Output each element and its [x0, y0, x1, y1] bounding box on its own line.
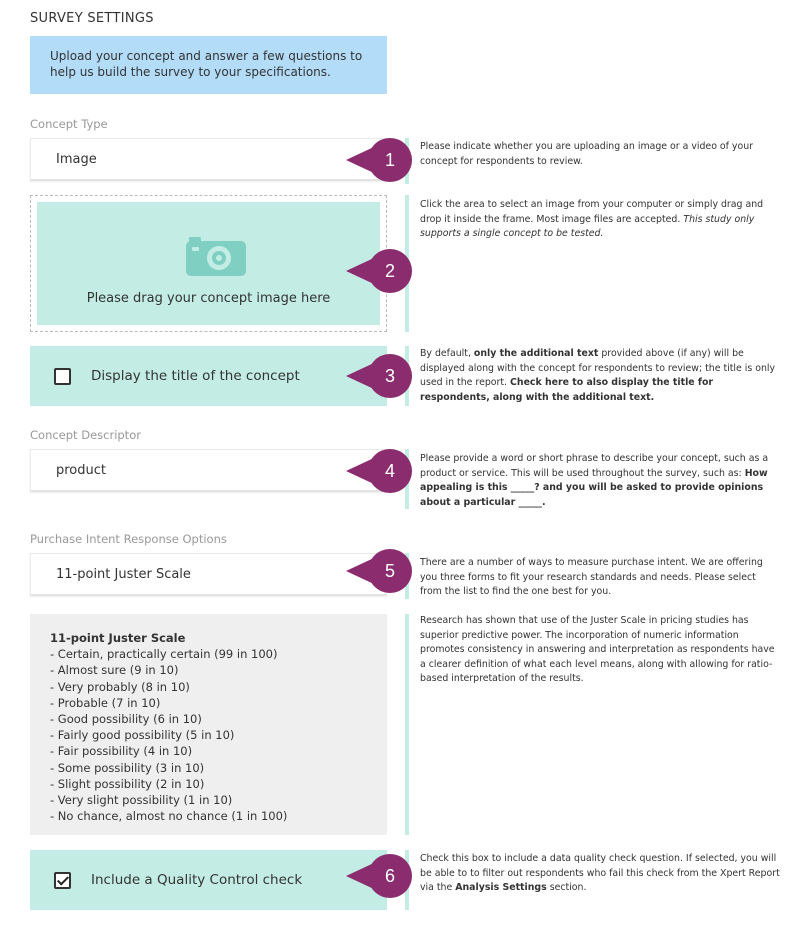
display-title-note-2: only the additional text [473, 348, 599, 359]
quality-control-checkbox[interactable] [54, 872, 71, 889]
juster-scale-description [30, 614, 387, 835]
concept-descriptor-value: product [56, 462, 107, 478]
scale-item: - Very slight possibility (1 in 10) [50, 793, 233, 808]
quality-control-note-3: section. [549, 882, 587, 893]
scale-item: - Some possibility (3 in 10) [50, 760, 205, 775]
scale-item: - Probable (7 in 10) [50, 695, 161, 710]
purchase-intent-select[interactable] [30, 553, 387, 596]
scale-item: - Slight possibility (2 in 10) [50, 776, 205, 791]
purchase-intent-value: 11-point Juster Scale [56, 566, 191, 582]
quality-control-note [420, 852, 780, 896]
quality-control-note-1: Check this box to include a data quality check question. If selected, you will be able to to filter out respondents who fail this check from the Xpert Report via the [420, 853, 780, 893]
divider-bar [405, 614, 409, 835]
dropzone-text: Please drag your concept image here [86, 291, 331, 306]
dropzone-area[interactable] [37, 202, 380, 325]
scale-item: - Good possibility (6 in 10) [50, 712, 202, 727]
concept-upload-dropzone[interactable] [30, 195, 387, 332]
callout-marker-3 [346, 354, 412, 398]
concept-type-value: Image [56, 151, 97, 167]
concept-descriptor-input[interactable] [30, 449, 387, 492]
display-title-note-3: provided above (if any) will be displayed along with the concept for respondents to review; the title is only used in the report. [420, 348, 776, 388]
intro-info-box: Upload your concept and answer a few questions to help us build the survey to your specifications. [30, 36, 387, 94]
callout-number: 5 [384, 561, 395, 581]
concept-type-note: Please indicate whether you are uploading an image or a video of your concept for respondents to review. [420, 141, 754, 167]
callout-number: 4 [384, 461, 395, 481]
concept-type-select[interactable] [30, 138, 387, 181]
callout-marker-6 [346, 854, 412, 898]
scale-note: Research has shown that use of the Juster Scale in pricing studies has superior predictive power. The incorporation of numeric information promotes consistency in answering and interpretation as respondents have a clearer definition of what each level means, along with allowing for ratio-based interpretation of the results. [420, 615, 775, 684]
callout-number: 2 [384, 261, 395, 281]
display-title-note-1: By default, [420, 348, 471, 359]
upload-note-italic: This study only supports a single concept to be tested. [420, 213, 755, 239]
callout-marker-1 [346, 138, 412, 182]
callout-number: 6 [384, 866, 395, 886]
display-title-label: Display the title of the concept [91, 368, 300, 384]
scale-item: - Fairly good possibility (5 in 10) [50, 728, 235, 743]
purchase-intent-note: There are a number of ways to measure purchase intent. We are offering you three forms to fit your research standards and needs. Please select from the list to find the one best for you. [420, 557, 763, 597]
display-title-row[interactable] [30, 346, 387, 406]
scale-item: - Very probably (8 in 10) [50, 679, 190, 694]
scale-item: - Certain, practically certain (99 in 100) [50, 647, 278, 662]
concept-descriptor-label: Concept Descriptor [30, 428, 141, 442]
quality-control-label: Include a Quality Control check [91, 872, 303, 888]
callout-marker-4 [346, 449, 412, 493]
camera-icon [186, 236, 246, 276]
display-title-checkbox[interactable] [54, 368, 71, 385]
display-title-note-4: Check here to also display the title for respondents, along with the additional text. [420, 377, 714, 403]
concept-type-label: Concept Type [30, 117, 108, 131]
descriptor-note-2: How appealing is this _____? and you will be asked to provide opinions about a particular _____. [420, 467, 768, 508]
purchase-intent-label: Purchase Intent Response Options [30, 532, 227, 546]
quality-control-row[interactable] [30, 850, 387, 910]
page-title: SURVEY SETTINGS [30, 11, 154, 26]
callout-marker-2 [346, 249, 412, 293]
scale-item: - No chance, almost no chance (1 in 100) [50, 809, 288, 824]
quality-control-note-2: Analysis Settings [455, 882, 547, 893]
scale-item: - Fair possibility (4 in 10) [50, 744, 193, 759]
scale-item: - Almost sure (9 in 10) [50, 663, 179, 678]
callout-marker-5 [346, 549, 412, 593]
upload-note-main: Click the area to select an image from your computer or simply drag and drop it inside the frame. Most image files are accepted. [420, 199, 764, 225]
display-title-note [420, 347, 780, 405]
descriptor-note-1: Please provide a word or short phrase to describe your concept, such as a product or service. This will be used throughout the survey, such as: [420, 453, 769, 479]
upload-note [420, 198, 780, 242]
callout-number: 1 [384, 150, 395, 170]
descriptor-note [420, 452, 780, 510]
callout-number: 3 [384, 366, 395, 386]
scale-title: 11-point Juster Scale [50, 631, 186, 645]
